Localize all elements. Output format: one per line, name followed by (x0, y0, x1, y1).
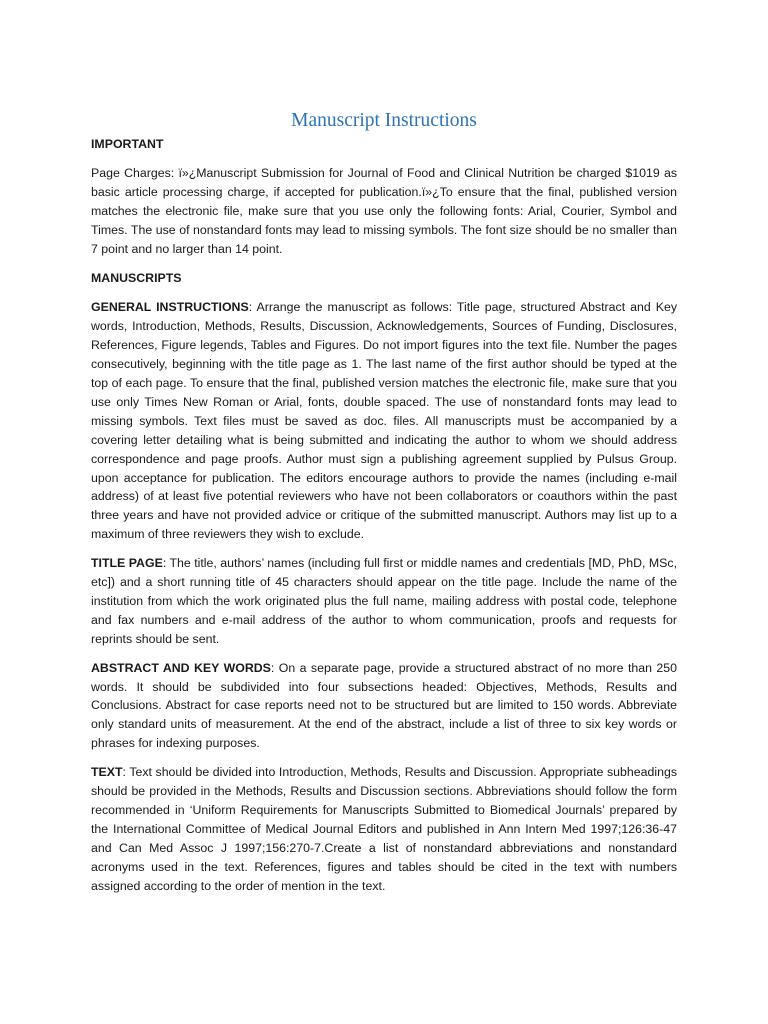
general-instructions-paragraph (91, 298, 677, 544)
section-lead: ABSTRACT AND KEY WORDS (91, 660, 271, 675)
document-body (91, 134, 677, 896)
title-page-paragraph (91, 554, 677, 649)
manuscripts-heading: MANUSCRIPTS (91, 271, 182, 286)
section-lead: TITLE PAGE (91, 556, 163, 571)
abstract-keywords-paragraph (91, 659, 677, 754)
section-body: : Text should be divided into Introduction, Methods, Results and Discussion. Appropriate subheadings should be provided in the Methods, Results and Discussion sections. Abbreviations should follow the form recommended in ‘Uniform Requirements for Manuscripts Submitted to Biomedical Journals’ prepared by the International Committee of Medical Journal Editors and published in Ann Intern Med 1997;126:36-47 and Can Med Assoc J 1997;156:270-7.Create a list of nonstandard abbreviations and nonstandard acronyms used in the text. References, figures and tables should be cited in the text with numbers assigned according to the order of mention in the text. (91, 765, 677, 893)
section-body: : On a separate page, provide a structured abstract of no more than 250 words. It should be subdivided into four subsections headed: Objectives, Methods, Results and Conclusions. Abstract for case reports need not to be structured but are limited to 150 words. Abbreviate only standard units of measurement. At the end of the abstract, include a list of three to six key words or phrases for indexing purposes. (91, 660, 677, 751)
document-title: Manuscript Instructions (291, 110, 477, 131)
important-heading: IMPORTANT (91, 137, 164, 151)
page-charges-paragraph: Page Charges: ï»¿Manuscript Submission for Journal of Food and Clinical Nutrition be charged $1019 as basic article processing charge, if accepted for publication.ï»¿To ensure that the final, published version matches the electronic file, make sure that you use only the following fonts: Arial, Courier, Symbol and Times. The use of nonstandard fonts may lead to missing symbols. The font size should be no smaller than 7 point and no larger than 14 point. (91, 165, 677, 256)
section-lead: TEXT (91, 765, 123, 780)
section-lead: GENERAL INSTRUCTIONS (91, 300, 249, 315)
text-paragraph (91, 763, 677, 895)
section-body: : Arrange the manuscript as follows: Title page, structured Abstract and Key words, Introduction, Methods, Results, Discussion, Acknowledgements, Sources of Funding, Disclosures, References, Figure legends, Tables and Figures. Do not import figures into the text file. Number the pages consecutively, beginning with the title page as 1. The last name of the first author should be typed at the top of each page. To ensure that the final, published version matches the electronic file, make sure that you use only Times New Roman or Arial, fonts, double spaced. The use of nonstandard fonts may lead to missing symbols. Text files must be saved as doc. files. All manuscripts must be accompanied by a covering letter detailing what is being submitted and indicating the author to whom we should address correspondence and page proofs. Author must sign a publishing agreement supplied by Pulsus Group. upon acceptance for publication. The editors encourage authors to provide the names (including e-mail address) of at least five potential reviewers who have not been collaborators or coauthors within the past three years and have not provided advice or critique of the submitted manuscript. Authors may list up to a maximum of three reviewers they wish to exclude. (91, 300, 678, 542)
section-body: : The title, authors’ names (including full first or middle names and credentials [MD, PhD, MSc, etc]) and a short running title of 45 characters should appear on the title page. Include the name of the institution from which the work originated plus the full name, mailing address with postal code, telephone and fax numbers and e-mail address of the author to whom communication, proofs and requests for reprints should be sent. (91, 556, 677, 646)
